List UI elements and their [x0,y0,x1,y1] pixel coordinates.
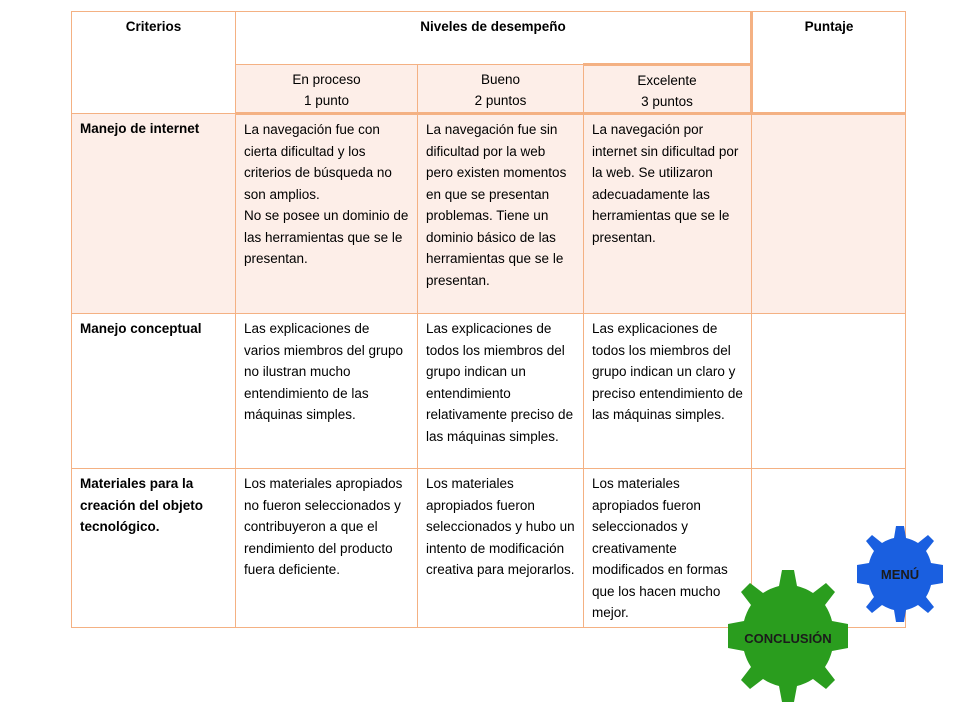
header-niveles: Niveles de desempeño [236,12,752,65]
table-row [72,114,906,314]
menu-label: MENÚ [880,567,920,582]
rubric-table [71,11,906,628]
descriptor-cell: Las explicaciones de todos los miembros del grupo indican un entendimiento relativamente preciso de las máquinas simples. [418,314,584,469]
criterion-cell: Materiales para la creación del objeto tecnológico. [72,469,236,628]
conclusion-label: CONCLUSIÓN [744,631,832,646]
descriptor-cell: La navegación fue sin dificultad por la web pero existen momentos en que se presentan problemas. Tiene un dominio básico de las herramientas que se le presentan. [418,114,584,314]
level-bueno [418,65,584,114]
descriptor-text: La navegación fue con cierta dificultad y los criterios de búsqueda no son amplios. No se posee un dominio de las herramientas que se le presentan. [244,122,409,266]
descriptor-cell: Los materiales apropiados fueron seleccionados y hubo un intento de modificación creativa para mejorarlos. [418,469,584,628]
level-name: Bueno [480,72,521,87]
header-criterios: Criterios [72,12,236,114]
conclusion-gear-button[interactable] [714,564,862,712]
level-name: Excelente [637,73,697,88]
descriptor-cell: La navegación por internet sin dificultad por la web. Se utilizaron adecuadamente las herramientas que se le presentan. [584,114,752,314]
score-cell [752,314,906,469]
level-name: En proceso [292,72,361,87]
score-cell [752,114,906,314]
level-excelente [584,65,752,114]
level-en-proceso [236,65,418,114]
criterion-cell: Manejo de internet [72,114,236,314]
criterion-cell: Manejo conceptual [72,314,236,469]
descriptor-cell [236,114,418,314]
descriptor-cell: Los materiales apropiados no fueron seleccionados y contribuyeron a que el rendimiento del producto fuera deficiente. [236,469,418,628]
descriptor-cell: Las explicaciones de varios miembros del grupo no ilustran mucho entendimiento de las máquinas simples. [236,314,418,469]
level-points: 1 punto [303,93,350,108]
header-puntaje: Puntaje [752,12,906,114]
descriptor-cell: Los materiales apropiados fueron seleccionados y creativamente modificados en formas que los hacen mucho mejor. [584,469,752,628]
level-points: 3 puntos [641,94,693,109]
level-points: 2 puntos [474,93,527,108]
descriptor-cell: Las explicaciones de todos los miembros del grupo indican un claro y preciso entendimiento de las máquinas simples. [584,314,752,469]
table-row [72,314,906,469]
